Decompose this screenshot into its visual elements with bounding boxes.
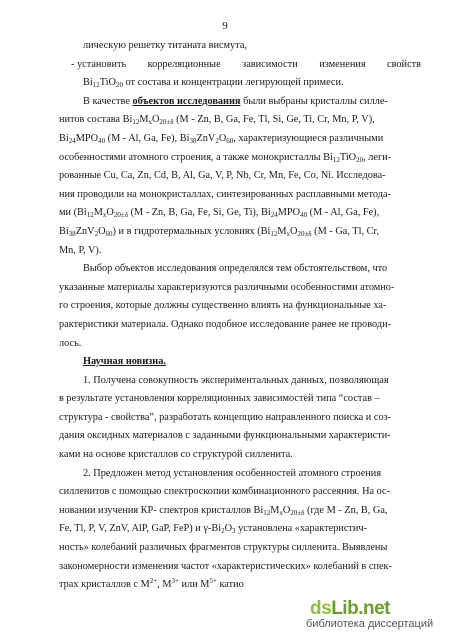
subscript: 38 (189, 136, 197, 145)
text-run: или M (178, 579, 210, 591)
text-run: ZnV (75, 225, 95, 237)
superscript: 2+ (149, 577, 158, 586)
document-body (59, 37, 421, 595)
logo-text-ds: ds (310, 598, 332, 619)
subscript: 20±δ (113, 211, 128, 220)
text-run: зависимости (242, 58, 298, 70)
objects-paragraph-line-2 (59, 111, 421, 130)
text-run: ми (Bi (59, 207, 87, 219)
objects-emphasis: объектов исследования (132, 95, 241, 107)
subscript: x (102, 211, 107, 220)
text-run: трах кристаллов с M (59, 579, 150, 591)
dslib-logo[interactable] (310, 598, 390, 618)
text-run: были выбраны кристаллы силле- (240, 95, 388, 107)
text-run: , M (157, 579, 172, 591)
subscript: 24 (68, 136, 76, 145)
novelty-2-line-3 (59, 502, 421, 521)
objects-paragraph-line-4 (59, 149, 421, 168)
subscript: 2 (94, 229, 99, 238)
text-run: корреляционные (147, 58, 221, 70)
text-run: , характеризующиеся различными (233, 132, 384, 144)
text-run: Fe, Tl, P, V, ZnV, AlP, GaP, FeP) и γ-Bi (59, 523, 222, 535)
text-run: особенностями атомного строения, а также монокристаллы Bi (59, 151, 333, 163)
text-run: изменения (319, 58, 366, 70)
novelty-2-line-6: закономерности изменения частот «характеристических» колебаний в спек- (59, 560, 392, 572)
subscript: 20±δ (290, 508, 305, 517)
dslib-caption: библиотека диссертаций (306, 618, 434, 630)
text-run: TiO (99, 77, 116, 89)
text-run: Bi (59, 132, 69, 144)
novelty-2-line-2: силленитов с помощью спектроскопии комбинационного рассеяния. На ос- (59, 486, 391, 498)
novelty-1-line-4: дания оксидных материалов с заданными функциональными характеристи- (59, 430, 391, 442)
subscript: x (279, 508, 283, 517)
text-run: катио (216, 579, 244, 591)
text-run: MPO (75, 132, 99, 144)
subscript: 20 (356, 155, 364, 164)
subscript: 12 (86, 211, 94, 220)
text-run: MPO (277, 207, 301, 219)
subscript: 40 (300, 211, 308, 220)
novelty-2-line-5: ность» колебаний различных фрагментов структуры силленита. Выявлены (59, 542, 388, 554)
page-number: 9 (222, 20, 228, 32)
text-run: ZnV (196, 132, 216, 144)
subscript: 38 (68, 229, 76, 238)
text-run: O (282, 504, 291, 516)
objects-paragraph-line-9: Mn, P, V). (59, 244, 102, 256)
choice-paragraph-line-3: го строения, которые должны существенно влиять на функциональные ха- (59, 300, 387, 312)
text-run: (M - Al, Ga, Fe), Bi (105, 132, 190, 144)
bullet-2-line-1 (59, 56, 421, 75)
subscript: 20±δ (297, 229, 312, 238)
subscript: 60 (105, 229, 113, 238)
subscript: 12 (270, 229, 278, 238)
text-run: O (224, 523, 233, 535)
text-run: (M - Al, Ga, Fe), (307, 207, 380, 219)
text-run: (где M - Zn, B, Ga, (304, 504, 388, 516)
text-run: В качестве (83, 95, 133, 107)
superscript: 3+ (171, 577, 179, 586)
text-run: ) и в гидротермальных условиях (Bi (112, 225, 271, 237)
text-run: (M - Zn, B, Ga, Fe, Si, Ge, Ti), Bi (128, 207, 271, 219)
text-run: Bi (59, 225, 69, 237)
objects-paragraph-line-1 (59, 93, 421, 112)
logo-text-lib: Lib (331, 598, 359, 619)
subscript: 2 (221, 527, 225, 536)
text-run: - установить (71, 58, 127, 70)
novelty-heading-line (59, 353, 421, 372)
text-run: M (139, 114, 149, 126)
text-run: M (270, 504, 280, 516)
text-run: Bi (83, 77, 93, 89)
novelty-2-line-1: 2. Предложен метод установления особенностей атомного строения (83, 467, 382, 479)
subscript: x (148, 118, 152, 127)
text-run: (M - Ga, Tl, Cr, (311, 225, 380, 237)
subscript: 60 (226, 136, 234, 145)
choice-paragraph-line-2: указанные материалы характеризуются различными особенностями атомно- (59, 281, 395, 293)
text-run: O (218, 132, 227, 144)
logo-text-net: .net (358, 598, 390, 619)
text-run: M (93, 207, 103, 219)
novelty-1-line-2: в результате установления корреляционных зависимостей типа “состав – (59, 393, 380, 405)
text-run: нитов состава Bi (59, 114, 133, 126)
bullet-2-line-2 (59, 74, 421, 93)
novelty-1-line-1: 1. Получена совокупность экспериментальных данных, позволяющая (83, 374, 389, 386)
subscript: x (286, 229, 291, 238)
novelty-1-line-3: структура - свойства”, разработать концепцию направленного поиска и соз- (59, 411, 392, 423)
objects-paragraph-line-5: рованные Cu, Ca, Zn, Cd, B, Al, Ga, V, P, Nb, Cr, Mn, Fe, Co, Ni. Исследова- (59, 170, 386, 182)
text-run: новании изучения КР- спектров кристаллов Bi (59, 504, 264, 516)
text-run: O (106, 207, 114, 219)
novelty-1-line-5: ками на основе кристаллов со структурой силленита. (59, 449, 293, 461)
text-run: (M - Zn, B, Ga, Fe, Tl, Si, Ge, Ti, Cr, Mn, P, V), (173, 114, 375, 126)
text-run: свойств (387, 58, 421, 70)
subscript: 24 (270, 211, 278, 220)
choice-paragraph-line-1: Выбор объектов исследования определялся тем обстоятельством, что (83, 263, 388, 275)
text-run: , леги- (363, 151, 392, 163)
text-run: TiO (339, 151, 357, 163)
choice-paragraph-line-4: рактеристики материала. Однако подобное исследование ранее не проводи- (59, 318, 392, 330)
novelty-2-line-4 (59, 520, 421, 539)
subscript: 12 (92, 81, 100, 90)
novelty-2-line-7 (59, 576, 421, 595)
text-run: O (151, 114, 160, 126)
subscript: 2 (215, 136, 219, 145)
choice-paragraph-line-5: лось. (59, 337, 82, 349)
subscript: 12 (332, 155, 340, 164)
objects-paragraph-line-3 (59, 130, 421, 149)
dslib-watermark[interactable] (304, 596, 450, 633)
subscript: 20±δ (159, 118, 174, 127)
objects-paragraph-line-8 (59, 223, 421, 242)
novelty-heading: Научная новизна. (83, 356, 166, 368)
text-run: M (277, 225, 287, 237)
superscript: 5+ (209, 577, 217, 586)
objects-paragraph-line-6: ния проводили на монокристаллах, синтезированных расплавными метода- (59, 188, 391, 200)
objects-paragraph-line-7 (59, 204, 421, 223)
subscript: 20 (115, 81, 123, 90)
subscript: 40 (98, 136, 106, 145)
text-run: O (290, 225, 298, 237)
text-run: O (98, 225, 106, 237)
text-run: установлена «характеристич- (235, 523, 368, 535)
subscript: 3 (232, 527, 236, 536)
text-run: от состава и концентрации легирующей примеси. (122, 77, 344, 89)
bullet-1-line-1: лическую решетку титаната висмута, (83, 40, 247, 51)
subscript: 12 (263, 508, 271, 517)
subscript: 12 (132, 118, 140, 127)
